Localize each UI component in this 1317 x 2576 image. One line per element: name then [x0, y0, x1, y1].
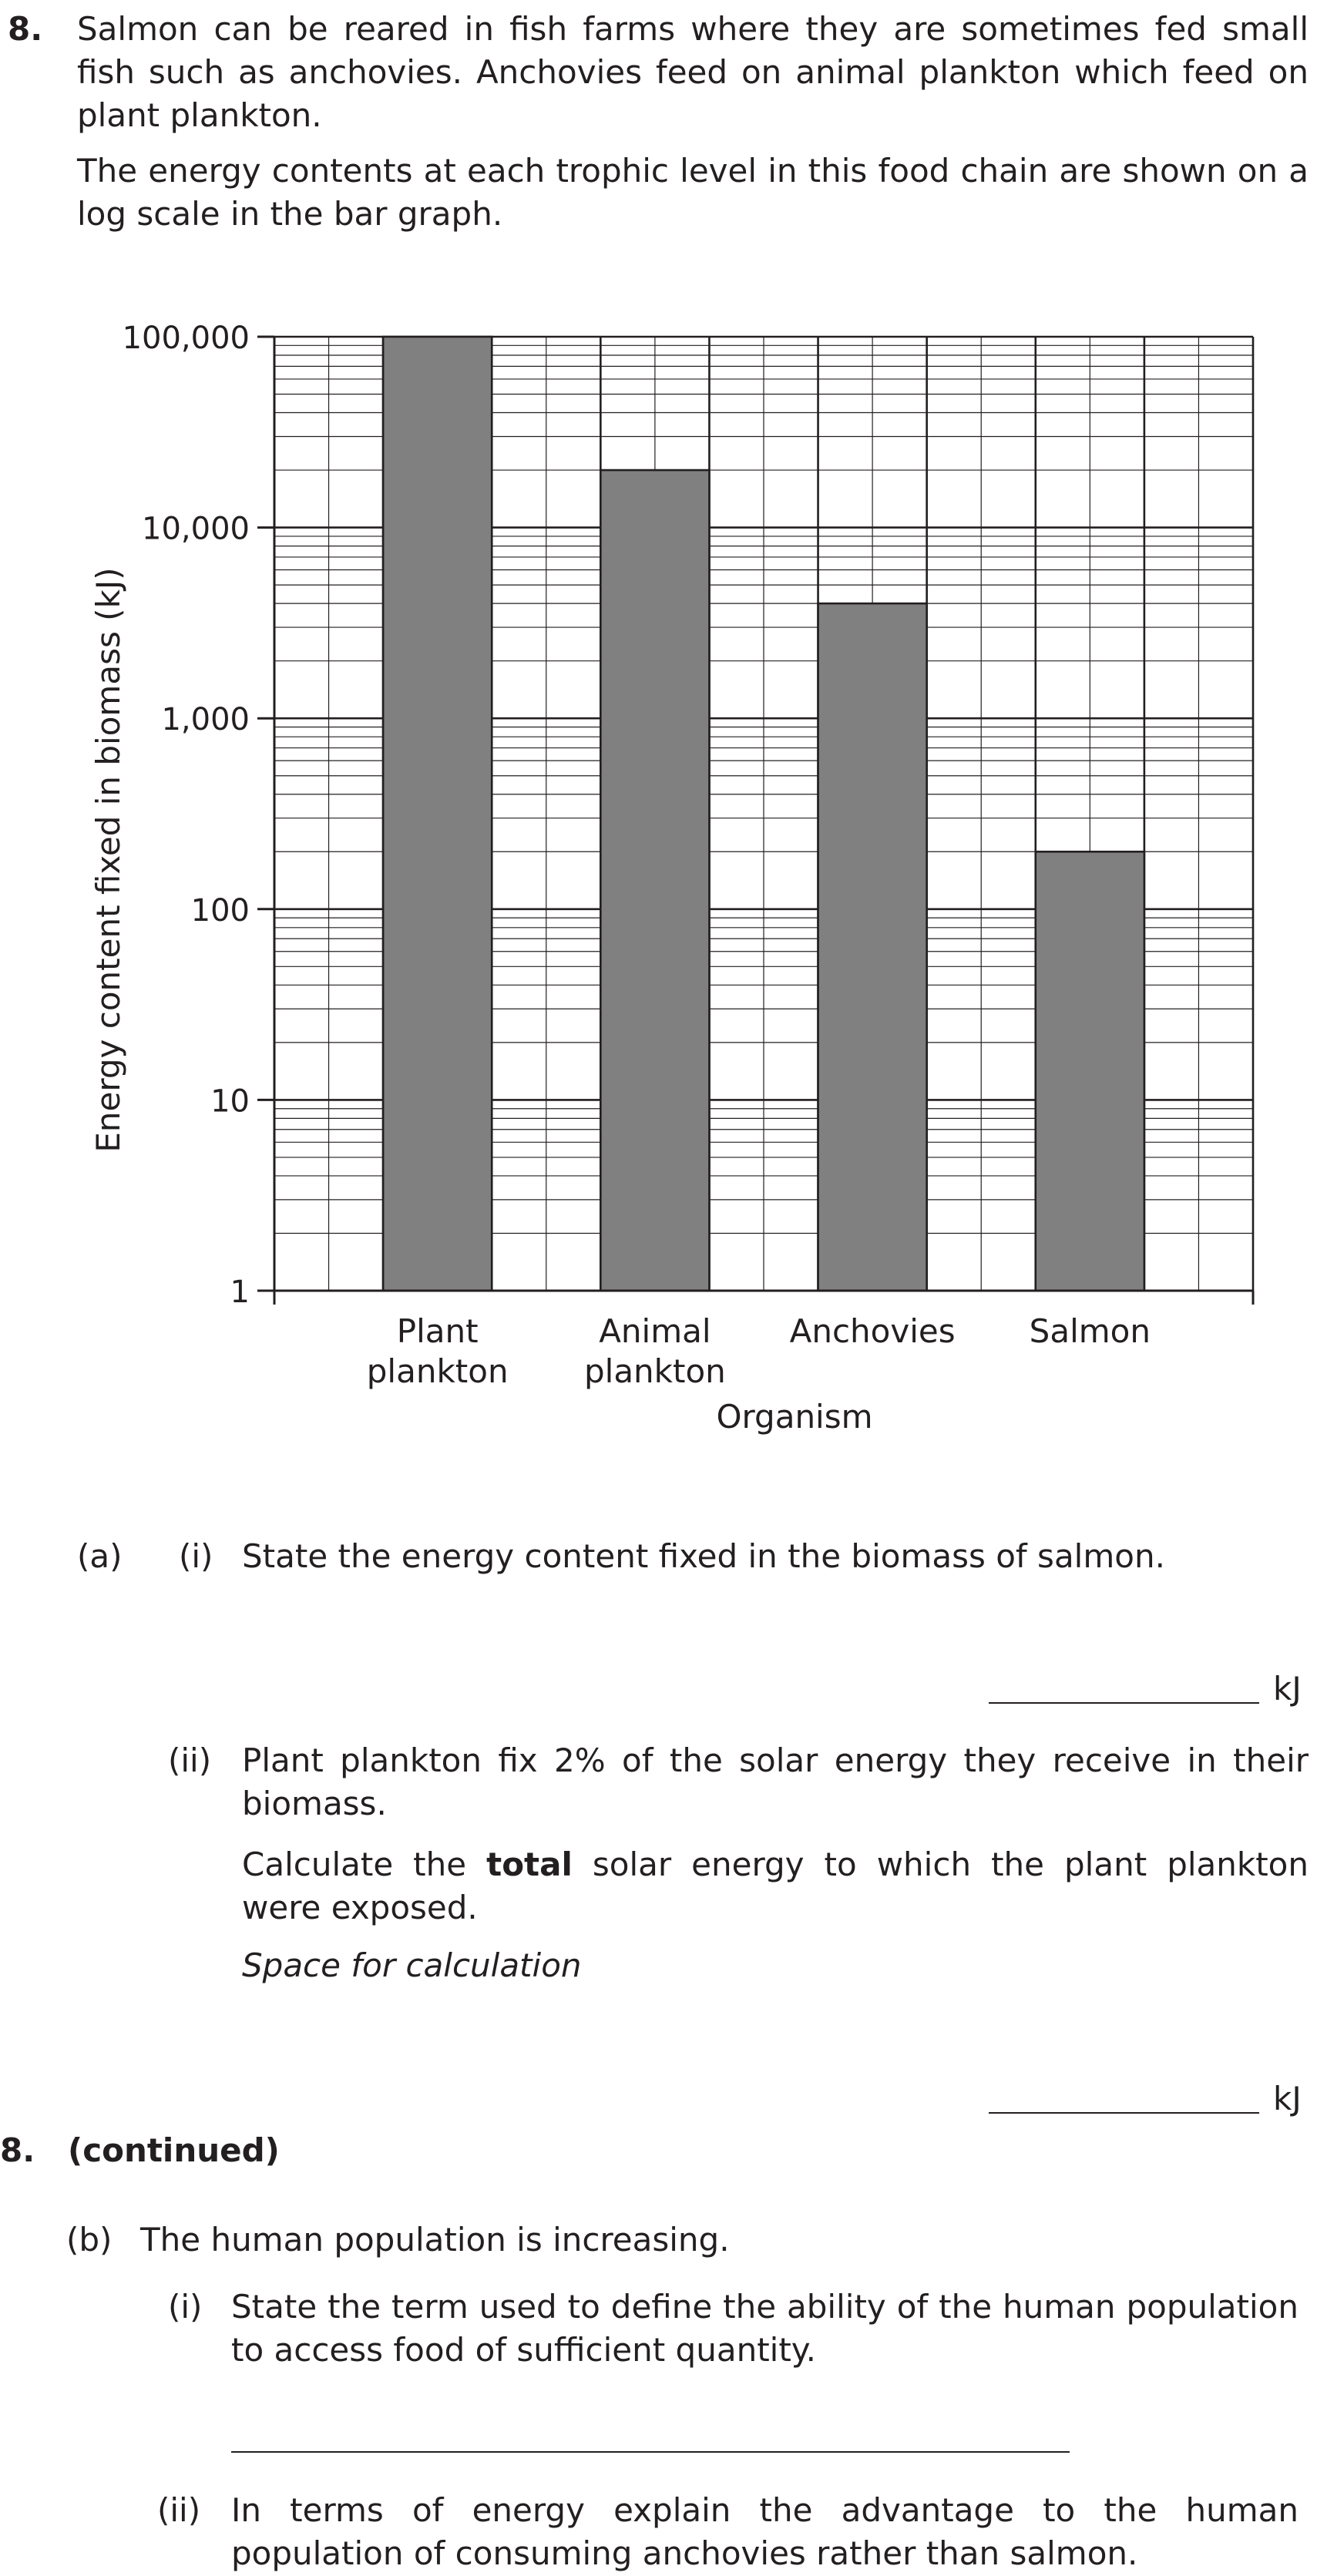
instruction-emphasis: total [486, 1846, 573, 1883]
part-b-i-question: State the term used to define the ability of the human population to access food of sufficient quantity. [231, 2288, 1299, 2369]
y-tick-label: 10,000 [142, 511, 250, 547]
y-axis-title: Energy content fixed in biomass (kJ) [89, 567, 127, 1153]
x-category-label: Plant [396, 1312, 479, 1350]
energy-bar-chart [0, 293, 1317, 1464]
intro-paragraph-1: Salmon can be reared in fish farms where they are sometimes fed small fish such as anchovies. Anchovies feed on animal plankton which feed on plant plankton. [77, 10, 1309, 134]
x-category-label: plankton [366, 1352, 509, 1390]
bar-animal-plankton [600, 470, 709, 1291]
part-b-ii-question: In terms of energy explain the advantage to the human population of consuming anchovies rather than salmon. [231, 2491, 1299, 2572]
x-category-label: Salmon [1029, 1312, 1151, 1350]
part-a-label: (a) [77, 1537, 123, 1575]
bar-plant-plankton [383, 337, 492, 1291]
y-tick-label: 100,000 [122, 321, 250, 356]
part-b-stem: The human population is increasing. [140, 2221, 730, 2259]
x-category-label: Animal [599, 1312, 711, 1350]
continued-question-number: 8. [0, 2131, 35, 2169]
y-tick-label: 1 [230, 1275, 250, 1310]
bar-anchovies [818, 603, 927, 1291]
part-a-i-unit: kJ [1273, 1670, 1302, 1708]
x-axis-title: Organism [716, 1398, 873, 1436]
calculation-space-label: Space for calculation [242, 1946, 582, 1984]
bar-salmon [1036, 851, 1144, 1291]
y-tick-label: 100 [190, 892, 250, 929]
part-a-i-question: State the energy content fixed in the biomass of salmon. [242, 1537, 1165, 1575]
part-a-i-label: (i) [179, 1537, 213, 1575]
y-tick-label: 1,000 [161, 702, 250, 738]
part-a-i-answer-line[interactable] [989, 1702, 1259, 1704]
part-b-ii-label: (ii) [157, 2491, 201, 2529]
instruction-text-end: solar energy to which the plant plankton were exposed. [242, 1846, 1309, 1926]
part-a-ii-unit: kJ [1273, 2080, 1302, 2118]
question-number: 8. [8, 10, 43, 48]
part-a-ii-label: (ii) [168, 1741, 212, 1779]
part-a-ii-instruction [242, 1843, 1309, 1929]
part-b-i-label: (i) [168, 2288, 203, 2326]
part-a-ii-answer-line[interactable] [989, 2112, 1259, 2114]
x-category-label: plankton [583, 1352, 726, 1390]
continued-label: (continued) [68, 2131, 280, 2169]
intro-paragraph-2: The energy contents at each trophic level in this food chain are shown on a log scale in the bar graph. [77, 152, 1309, 233]
part-b-i-answer-line[interactable] [231, 2451, 1070, 2453]
x-category-label: Anchovies [789, 1312, 956, 1350]
part-a-ii-question: Plant plankton fix 2% of the solar energy they receive in their biomass. [242, 1741, 1309, 1822]
y-tick-label: 10 [210, 1083, 250, 1120]
instruction-text-start: Calculate the [242, 1846, 487, 1883]
part-b-label: (b) [66, 2221, 113, 2259]
